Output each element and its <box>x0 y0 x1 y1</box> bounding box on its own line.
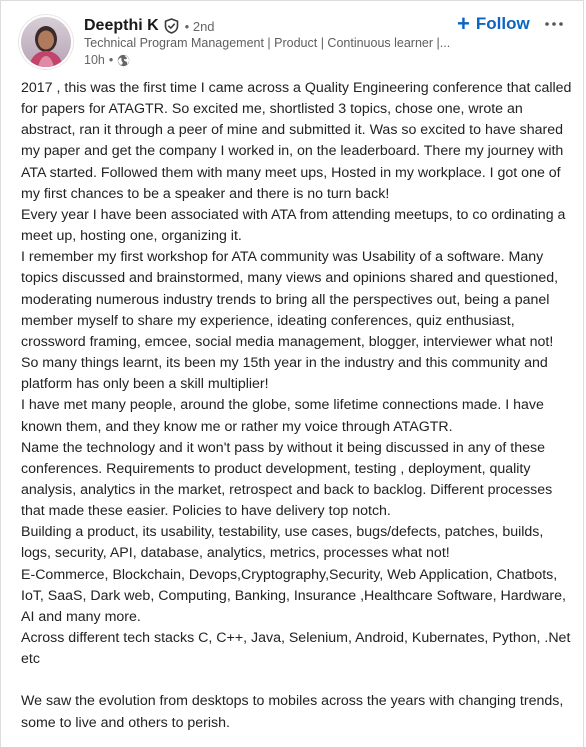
follow-button[interactable] <box>453 11 534 37</box>
plus-icon: + <box>457 11 470 36</box>
avatar-image <box>21 17 71 67</box>
post-paragraph: Building a product, its usability, testability, use cases, bugs/defects, patches, builds, logs, security, API, database, analytics, metrics, processes what not! <box>21 524 548 562</box>
globe-icon <box>117 54 130 67</box>
author-name[interactable]: Deepthi K <box>84 17 159 34</box>
author-name-row <box>84 15 215 37</box>
post-paragraph: E-Commerce, Blockchain, Devops,Cryptography,Security, Web Application, Chatbots, IoT, SaaS, Dark web, Computing, Banking, Insurance ,Healthcare Software, Hardware, AI and many more. <box>21 566 570 625</box>
post-paragraph: Every year I have been associated with ATA from attending meetups, to co ordinating a meet up, hosting one, organizing it. <box>21 206 570 245</box>
more-horizontal-icon <box>544 21 564 27</box>
verified-shield-icon <box>164 18 179 34</box>
post-paragraph: I have met many people, around the globe, some lifetime connections made. I have known them, and they know me or rather my voice through ATAGTR. <box>21 397 548 435</box>
post-text <box>21 78 576 734</box>
post-paragraph: We saw the evolution from desktops to mobiles across the years with changing trends, some to live and others to perish. <box>21 693 568 731</box>
post-paragraph: I remember my first workshop for ATA community was Usability of a software. Many topics discussed and brainstormed, many views and opinions shared and questioned, moderating numerous industry trends to bring all the perspectives out, being a panel member myself to share my experience, ideating conferences, quiz enthusiast, crossword framing, emcee, social media management, blogger, interviewer what not! <box>21 249 563 350</box>
post-paragraph: Name the technology and it won't pass by without it being discussed in any of these conferences. Requirements to product development, testing , deployment, quality analysis, analytics in the market, retrospect and back to backlog. Different processes that made these easier. Policies to have delivery top notch. <box>21 439 557 520</box>
more-options-button[interactable] <box>541 11 567 37</box>
post-meta <box>84 52 130 68</box>
post-paragraph: Across different tech stacks C, C++, Java, Selenium, Android, Kubernates, Python, .Net etc <box>21 630 575 668</box>
meta-separator: • <box>108 53 114 67</box>
author-headline: Technical Program Management | Product | Continuous learner |... <box>84 36 451 50</box>
post-header <box>1 1 583 71</box>
post-paragraph: So many things learnt, its been my 15th year in the industry and this community and platform has only been a skill multiplier! <box>21 355 552 393</box>
follow-label: Follow <box>475 14 530 33</box>
post-paragraph <box>21 670 573 691</box>
author-avatar[interactable] <box>21 17 71 67</box>
post-paragraph: 2017 , this was the first time I came across a Quality Engineering conference that called for papers for ATAGTR. So excited me, shortlisted 3 topics, chose one, wrote an abstract, ran it through a peer of mine and submitted it. Was so excited to have shared my paper and get the company I worked in, on the leaderboard. There my journey with ATA started. Followed them with many meet ups, Hosted in my workplace. I got one of my first chances to be a speaker and there is no turn back! <box>21 80 576 202</box>
post-time: 10h <box>84 53 105 67</box>
connection-degree: • 2nd <box>184 18 215 34</box>
